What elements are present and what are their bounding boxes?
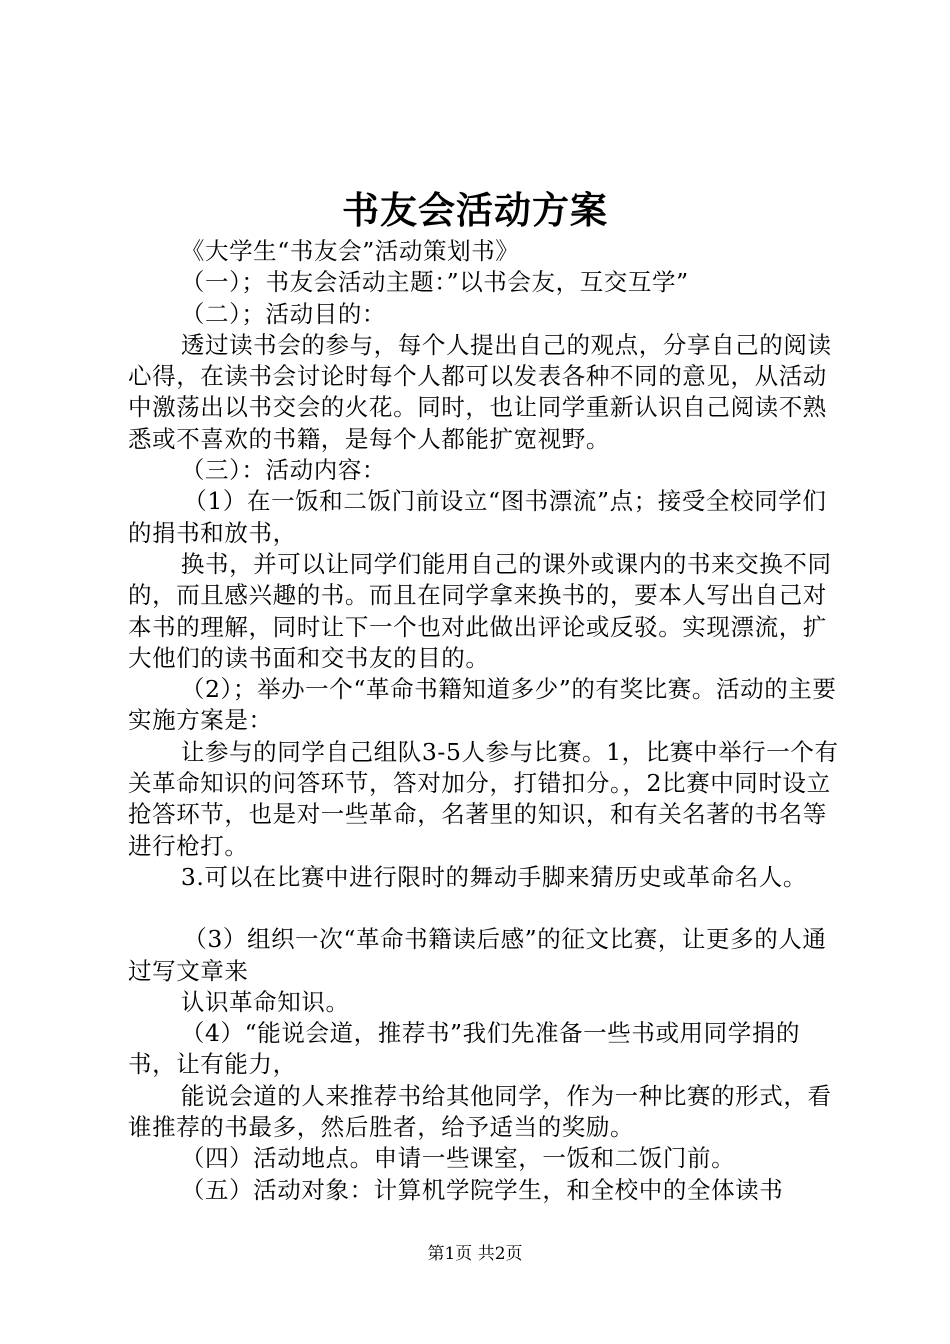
paragraph-item-3-cont: 认识革命知识。 — [180, 987, 350, 1016]
paragraph-purpose-text: 透过读书会的参与，每个人提出自己的观点，分享自己的阅读心得，在读书会讨论时每个人都可以发表各种不同的意见，从活动中激荡出以书交会的火花。同时，也让同学重新认识自己阅读不熟悉或不喜欢的书籍，是每个人都能扩宽视野。 — [128, 330, 832, 453]
paragraph-location: （四）活动地点。申请一些课室，一饭和二饭门前。 — [180, 1144, 736, 1173]
paragraph-target: （五）活动对象：计算机学院学生，和全校中的全体读书 — [180, 1175, 784, 1204]
paragraph-item-4-detail: 能说会道的人来推荐书给其他同学，作为一种比赛的形式，看谁推荐的书最多，然后胜者，给予适当的奖励。 — [128, 1081, 832, 1142]
paragraph-plan-title: 《大学生“书友会”活动策划书》 — [180, 237, 520, 265]
paragraph-item-1-detail: 换书，并可以让同学们能用自己的课外或课内的书来交换不同的，而且感兴趣的书。而且在同学拿来换书的，要本人写出自己对本书的理解，同时让下一个也对此做出评论或反驳。实现漂流，扩大他们的读书面和交书友的目的。 — [128, 549, 832, 672]
paragraph-item-1: （1）在一饭和二饭门前设立“图书漂流”点；接受全校同学们的捐书和放书， — [128, 487, 827, 547]
paragraph-item-2: （2）；举办一个“革命书籍知道多少”的有奖比赛。活动的主要实施方案是： — [128, 675, 837, 735]
paragraph-purpose-heading: （二）；活动目的： — [180, 299, 387, 328]
paragraph-theme: （一）；书友会活动主题：”以书会友，互交互学” — [180, 268, 689, 297]
paragraph-item-2-point-3: 3.可以在比赛中进行限时的舞动手脚来猜历史或革命名人。 — [180, 862, 807, 891]
document-body — [128, 236, 848, 1206]
paragraph-item-3: （3）组织一次“革命书籍读后感”的征文比赛，让更多的人通过写文章来 — [128, 925, 827, 985]
paragraph-item-2-detail: 让参与的同学自己组队3-5人参与比赛。1，比赛中举行一个有关革命知识的问答环节，答对加分，打错扣分。，2比赛中同时设立抢答环节，也是对一些革命，名著里的知识，和有关名著的书名等进行枪打。 — [128, 737, 839, 860]
page-footer: 第1页 共2页 — [427, 1244, 523, 1264]
paragraph-item-4: （4）“能说会道，推荐书”我们先准备一些书或用同学捐的书，让有能力， — [128, 1019, 801, 1079]
paragraph-content-heading: （三）：活动内容： — [180, 456, 387, 485]
document-title: 书友会活动方案 — [342, 188, 608, 232]
